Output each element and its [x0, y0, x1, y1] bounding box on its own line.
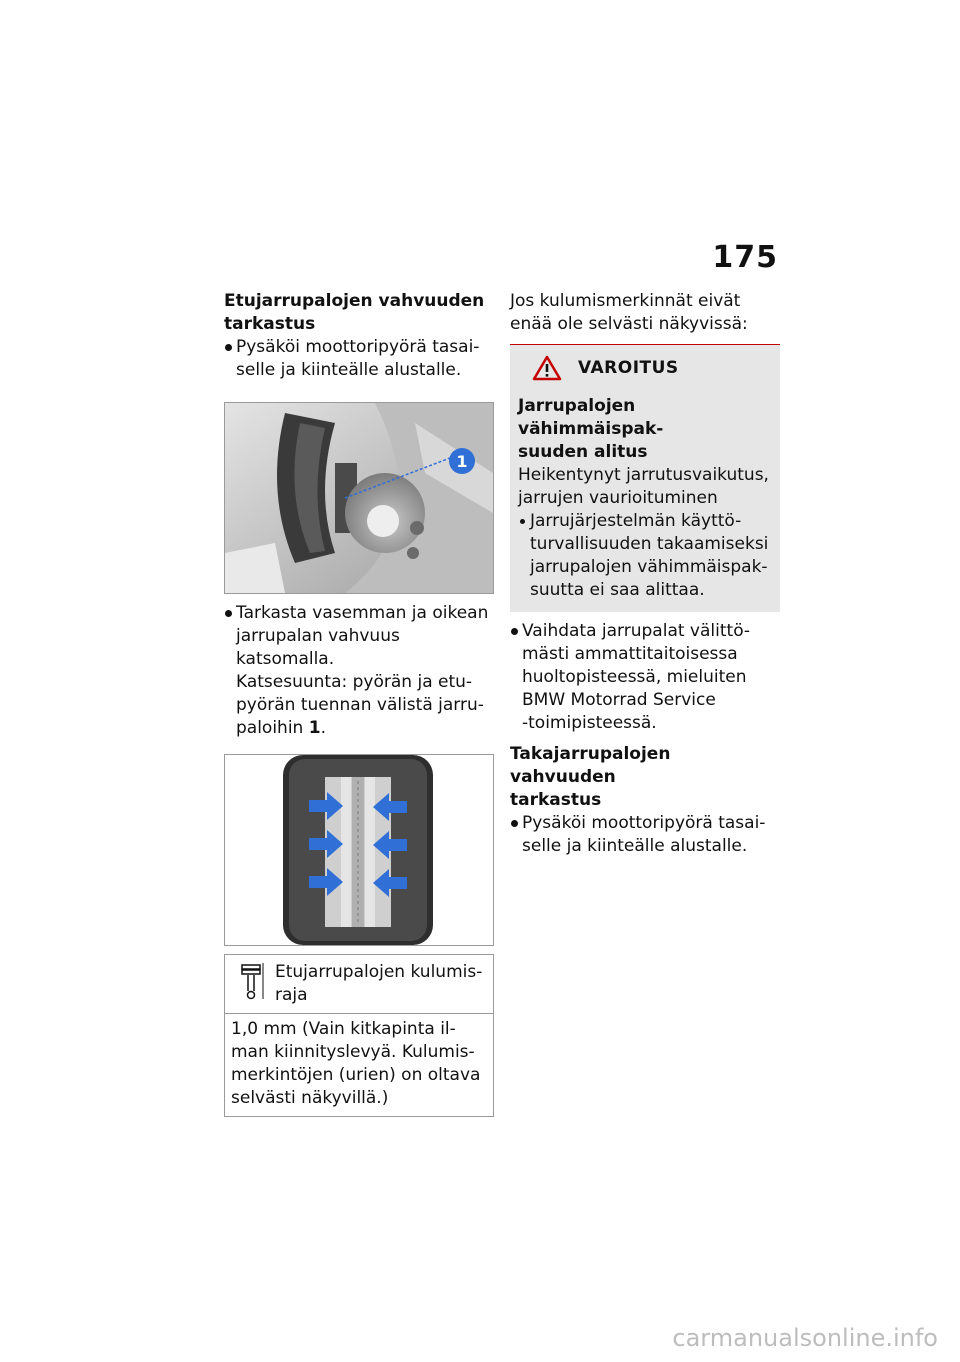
instruction-park-rear: Pysäköi moottoripyörä tasai- selle ja kiinteälle alustalle.	[510, 812, 780, 858]
bullet-icon	[225, 610, 232, 617]
watermark: carmanualsonline.info	[672, 1324, 938, 1352]
bullet-icon	[511, 628, 518, 635]
wear-limit-value: 1,0 mm (Vain kitkapinta il- man kiinnityslevyä. Kulumis- merkintöjen (urien) on oltava selvästi näkyvillä.)	[231, 1019, 481, 1108]
instruction-replace: Vaihdata jarrupalat välittö- mästi ammattitaitoisessa huoltopisteessä, mieluiten BMW Motorrad Service -toimipisteessä.	[510, 620, 780, 735]
bullet-icon	[225, 344, 232, 351]
instruction-park: Pysäköi moottoripyörä tasai- selle ja kiinteälle alustalle.	[224, 336, 494, 382]
section-heading-front: Etujarrupalojen vahvuuden tarkastus	[224, 291, 485, 334]
section-heading-rear: Takajarrupalojen vahvuuden tarkastus	[510, 744, 671, 810]
warning-text: Heikentynyt jarrutusvaikutus, jarrujen vaurioituminen	[518, 465, 769, 508]
brake-pad-wear-image	[224, 754, 494, 946]
wear-limit-header	[225, 955, 493, 1014]
warning-box	[510, 345, 780, 612]
right-column	[510, 290, 780, 858]
warning-heading: Jarrupalojen vähimmäispak- suuden alitus	[518, 396, 664, 462]
gauge-icon	[237, 961, 265, 1001]
wear-limit-title: Etujarrupalojen kulumis- raja	[275, 962, 483, 1005]
instruction-inspect: Tarkasta vasemman ja oikean jarrupalan vahvuus katsomalla. Katsesuunta: pyörän ja etu- pyörän tuennan välistä jarru- paloihin 1.	[224, 602, 494, 740]
page-number: 175	[712, 240, 778, 275]
intro-text: Jos kulumismerkinnät eivät enää ole selvästi näkyvissä:	[510, 291, 748, 334]
warning-bullet: Jarrujärjestelmän käyttö- turvallisuuden takaamiseksi jarrupalojen vähimmäispak- suutta ei saa alittaa.	[518, 510, 772, 602]
warning-label: VAROITUS	[578, 358, 679, 378]
callout-number: 1	[456, 452, 468, 471]
wear-limit-table	[224, 954, 494, 1117]
bullet-icon	[511, 820, 518, 827]
left-column	[224, 290, 494, 1117]
brake-caliper-image	[224, 402, 494, 594]
bullet-icon	[520, 519, 525, 524]
warning-triangle-icon	[532, 355, 562, 381]
